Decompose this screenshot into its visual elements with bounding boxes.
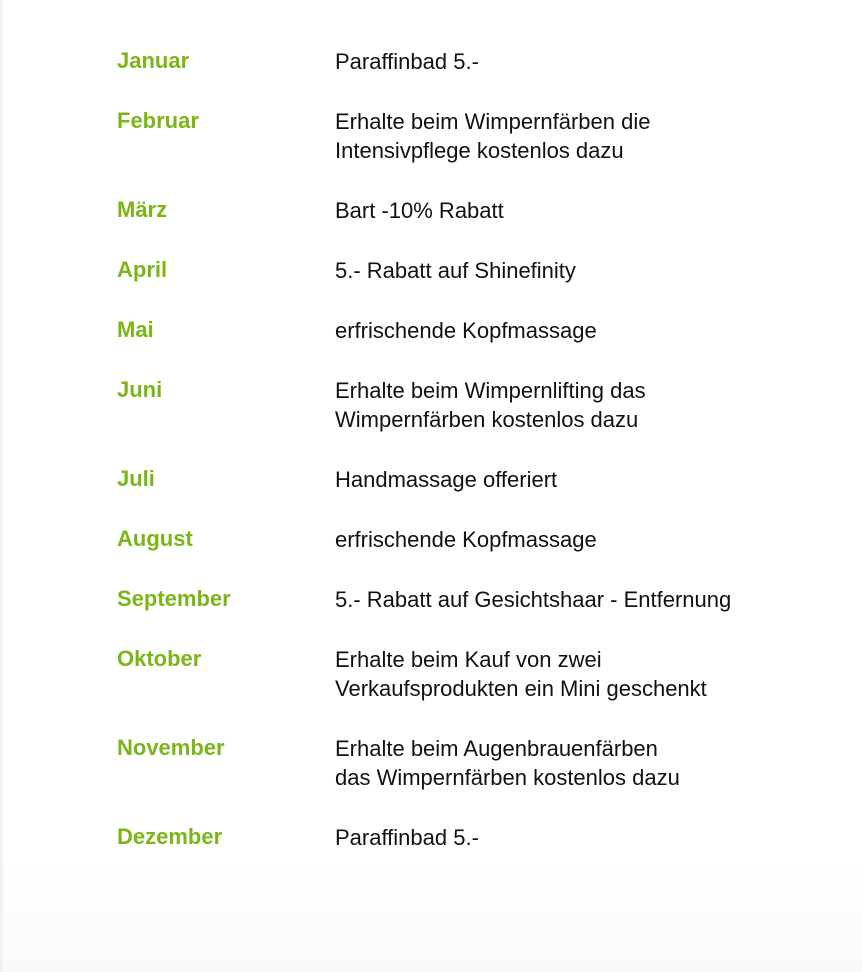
month-label: Mai xyxy=(117,317,154,342)
list-item xyxy=(117,196,837,225)
page xyxy=(3,0,862,972)
month-label: Dezember xyxy=(117,824,223,849)
list-item xyxy=(117,525,837,554)
list-item xyxy=(117,734,837,792)
month-label: April xyxy=(117,257,168,282)
list-item xyxy=(117,316,837,345)
list-item xyxy=(117,465,837,494)
month-label: August xyxy=(117,526,193,551)
offer-text: erfrischende Kopfmassage xyxy=(335,527,597,552)
offer-text: 5.- Rabatt auf Shinefinity xyxy=(335,258,576,283)
list-item xyxy=(117,107,837,165)
list-item xyxy=(117,645,837,703)
offer-text: Paraffinbad 5.- xyxy=(335,825,479,850)
month-label: Februar xyxy=(117,108,199,133)
month-label: Januar xyxy=(117,48,190,73)
offer-text: 5.- Rabatt auf Gesichtshaar - Entfernung xyxy=(335,587,732,612)
month-label: September xyxy=(117,586,231,611)
list-item xyxy=(117,585,837,614)
list-item xyxy=(117,823,837,852)
offer-text: Erhalte beim Wimpernlifting das Wimpernfärben kostenlos dazu xyxy=(335,378,646,432)
offer-text: Erhalte beim Augenbrauenfärben das Wimpernfärben kostenlos dazu xyxy=(335,736,680,790)
offer-text: Erhalte beim Wimpernfärben die Intensivpflege kostenlos dazu xyxy=(335,109,651,163)
list-item xyxy=(117,376,837,434)
offer-text: Paraffinbad 5.- xyxy=(335,49,479,74)
offer-text: Erhalte beim Kauf von zwei Verkaufsprodukten ein Mini geschenkt xyxy=(335,647,707,701)
list-item xyxy=(117,47,837,76)
month-label: Juli xyxy=(117,466,155,491)
offer-text: Handmassage offeriert xyxy=(335,467,558,492)
monthly-offers-list xyxy=(117,47,837,883)
month-label: März xyxy=(117,197,168,222)
list-item xyxy=(117,256,837,285)
offer-text: Bart -10% Rabatt xyxy=(335,198,504,223)
offer-text: erfrischende Kopfmassage xyxy=(335,318,597,343)
month-label: Juni xyxy=(117,377,163,402)
month-label: Oktober xyxy=(117,646,202,671)
month-label: November xyxy=(117,735,225,760)
